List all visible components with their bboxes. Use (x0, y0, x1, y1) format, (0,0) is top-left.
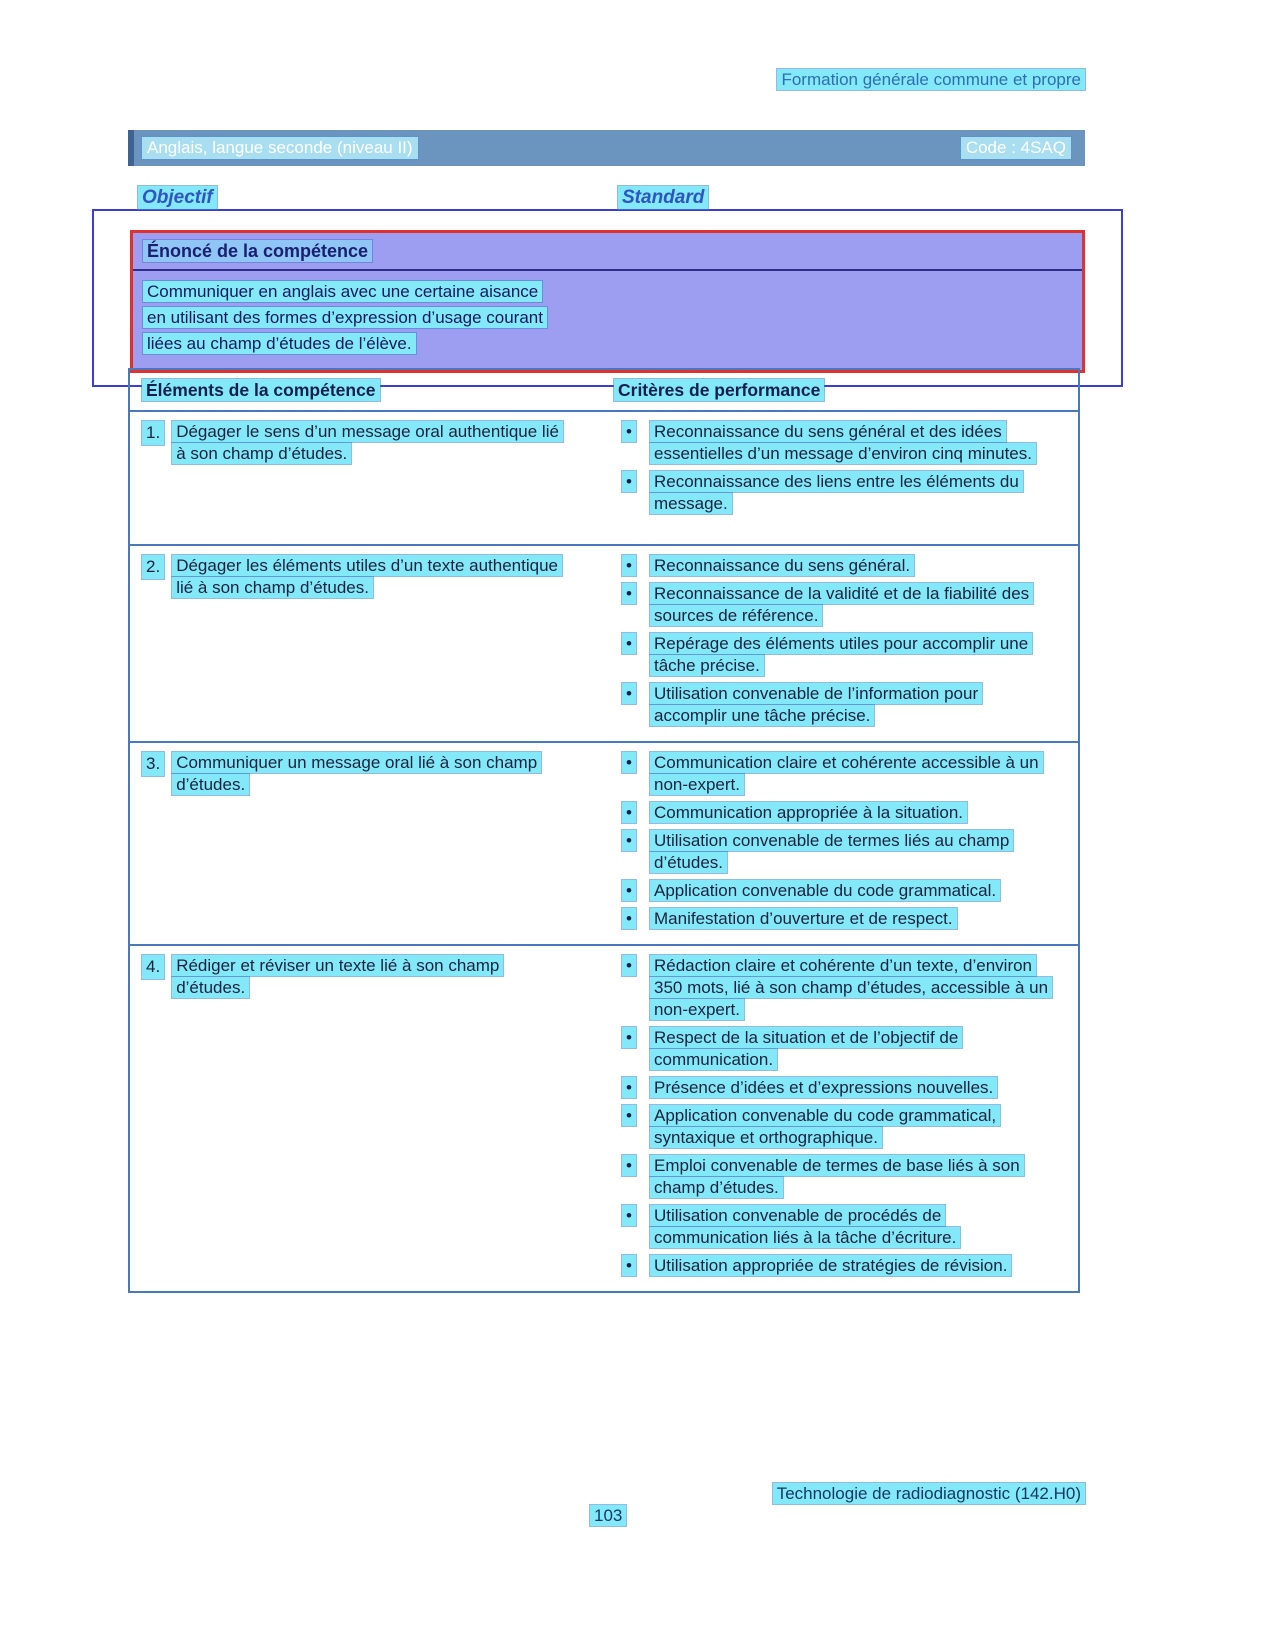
enonce-title: Énoncé de la compétence (143, 240, 372, 262)
criterion (622, 752, 1056, 796)
bullet-icon: • (622, 1105, 636, 1127)
criterion-text: Reconnaissance du sens général. (650, 555, 914, 576)
header-elements: Éléments de la compétence (130, 380, 614, 401)
criterion-text: Reconnaissance des liens entre les éléments du message. (650, 471, 1023, 514)
item-number: 3. (142, 752, 164, 776)
heading-standard (618, 187, 708, 209)
criterion (622, 421, 1056, 465)
course-title: Anglais, langue seconde (niveau II) (142, 137, 418, 159)
criterion-text: Application convenable du code grammatical. (650, 880, 1000, 901)
table-row (130, 412, 1078, 546)
criterion (622, 1077, 1056, 1099)
bullet-icon: • (622, 880, 636, 902)
bullet-icon: • (622, 555, 636, 577)
criterion-text: Communication claire et cohérente accessible à un non-expert. (650, 752, 1043, 795)
header-criteres: Critères de performance (614, 380, 1078, 401)
criterion (622, 555, 1056, 577)
enonce-line: Communiquer en anglais avec une certaine aisance (143, 280, 1072, 304)
criterion (622, 471, 1056, 515)
table-row (130, 743, 1078, 946)
criteria-cell (614, 546, 1078, 741)
criterion-text: Communication appropriée à la situation. (650, 802, 967, 823)
bullet-icon: • (622, 908, 636, 930)
item-text: Rédiger et réviser un texte lié à son champ d’études. (172, 955, 503, 998)
enonce-line: en utilisant des formes d’expression d’usage courant (143, 306, 1072, 330)
criteria-cell (614, 946, 1078, 1291)
item-text: Dégager le sens d’un message oral authentique lié à son champ d’études. (172, 421, 563, 464)
item-number: 2. (142, 555, 164, 579)
criterion-text: Utilisation convenable de termes liés au champ d’études. (650, 830, 1013, 873)
criterion-text: Manifestation d’ouverture et de respect. (650, 908, 957, 929)
heading-objectif-text: Objectif (138, 186, 217, 209)
item-text: Dégager les éléments utiles d’un texte authentique lié à son champ d’études. (172, 555, 562, 598)
criterion-text: Utilisation convenable de procédés de communication liés à la tâche d’écriture. (650, 1205, 960, 1248)
heading-standard-text: Standard (618, 186, 708, 209)
table-row (130, 946, 1078, 1291)
criteria-cell (614, 412, 1078, 544)
criterion (622, 633, 1056, 677)
table-row (130, 546, 1078, 743)
heading-objectif (138, 187, 217, 209)
bullet-icon: • (622, 752, 636, 774)
criterion (622, 1105, 1056, 1149)
page-number: 103 (590, 1506, 626, 1526)
criterion-text: Repérage des éléments utiles pour accomplir une tâche précise. (650, 633, 1032, 676)
bullet-icon: • (622, 421, 636, 443)
criterion (622, 908, 1056, 930)
bullet-icon: • (622, 1255, 636, 1277)
element-cell (130, 743, 614, 944)
item-text: Communiquer un message oral lié à son champ d’études. (172, 752, 541, 795)
element-cell (130, 412, 614, 544)
criterion (622, 1205, 1056, 1249)
bullet-icon: • (622, 1027, 636, 1049)
criterion (622, 1027, 1056, 1071)
criterion-text: Utilisation convenable de l’information pour accomplir une tâche précise. (650, 683, 982, 726)
bullet-icon: • (622, 583, 636, 605)
bullet-icon: • (622, 633, 636, 655)
criterion (622, 830, 1056, 874)
bullet-icon: • (622, 1155, 636, 1177)
criterion-text: Reconnaissance du sens général et des idées essentielles d’un message d’environ cinq minutes. (650, 421, 1036, 464)
item-number: 4. (142, 955, 164, 979)
bullet-icon: • (622, 683, 636, 705)
top-note-text: Formation générale commune et propre (777, 69, 1085, 90)
bullet-icon: • (622, 802, 636, 824)
table-header-row (130, 370, 1078, 412)
criterion (622, 683, 1056, 727)
criterion-text: Utilisation appropriée de stratégies de révision. (650, 1255, 1011, 1276)
criterion-text: Respect de la situation et de l’objectif de communication. (650, 1027, 962, 1070)
bullet-icon: • (622, 471, 636, 493)
element-cell (130, 546, 614, 741)
bullet-icon: • (622, 830, 636, 852)
criterion (622, 1255, 1056, 1277)
criteria-cell (614, 743, 1078, 944)
footer-program: Technologie de radiodiagnostic (142.H0) (773, 1484, 1085, 1504)
enonce-title-row (133, 233, 1082, 271)
criterion (622, 955, 1056, 1021)
criterion-text: Présence d’idées et d’expressions nouvelles. (650, 1077, 997, 1098)
criterion (622, 1155, 1056, 1199)
enonce-body (133, 271, 1082, 370)
item-number: 1. (142, 421, 164, 445)
bullet-icon: • (622, 1077, 636, 1099)
enonce-box (130, 230, 1085, 373)
course-header-bar (128, 130, 1085, 166)
criterion (622, 802, 1056, 824)
bullet-icon: • (622, 1205, 636, 1227)
criterion-text: Rédaction claire et cohérente d’un texte, d’environ 350 mots, lié à son champ d’études, accessible à un non-expert. (650, 955, 1052, 1020)
element-cell (130, 946, 614, 1291)
criterion (622, 880, 1056, 902)
top-note (777, 70, 1085, 90)
competence-table (128, 368, 1080, 1293)
course-code: Code : 4SAQ (961, 137, 1071, 159)
enonce-line: liées au champ d’études de l’élève. (143, 332, 1072, 356)
criterion (622, 583, 1056, 627)
criterion-text: Reconnaissance de la validité et de la fiabilité des sources de référence. (650, 583, 1033, 626)
criterion-text: Emploi convenable de termes de base liés à son champ d’études. (650, 1155, 1024, 1198)
bullet-icon: • (622, 955, 636, 977)
criterion-text: Application convenable du code grammatical, syntaxique et orthographique. (650, 1105, 1000, 1148)
